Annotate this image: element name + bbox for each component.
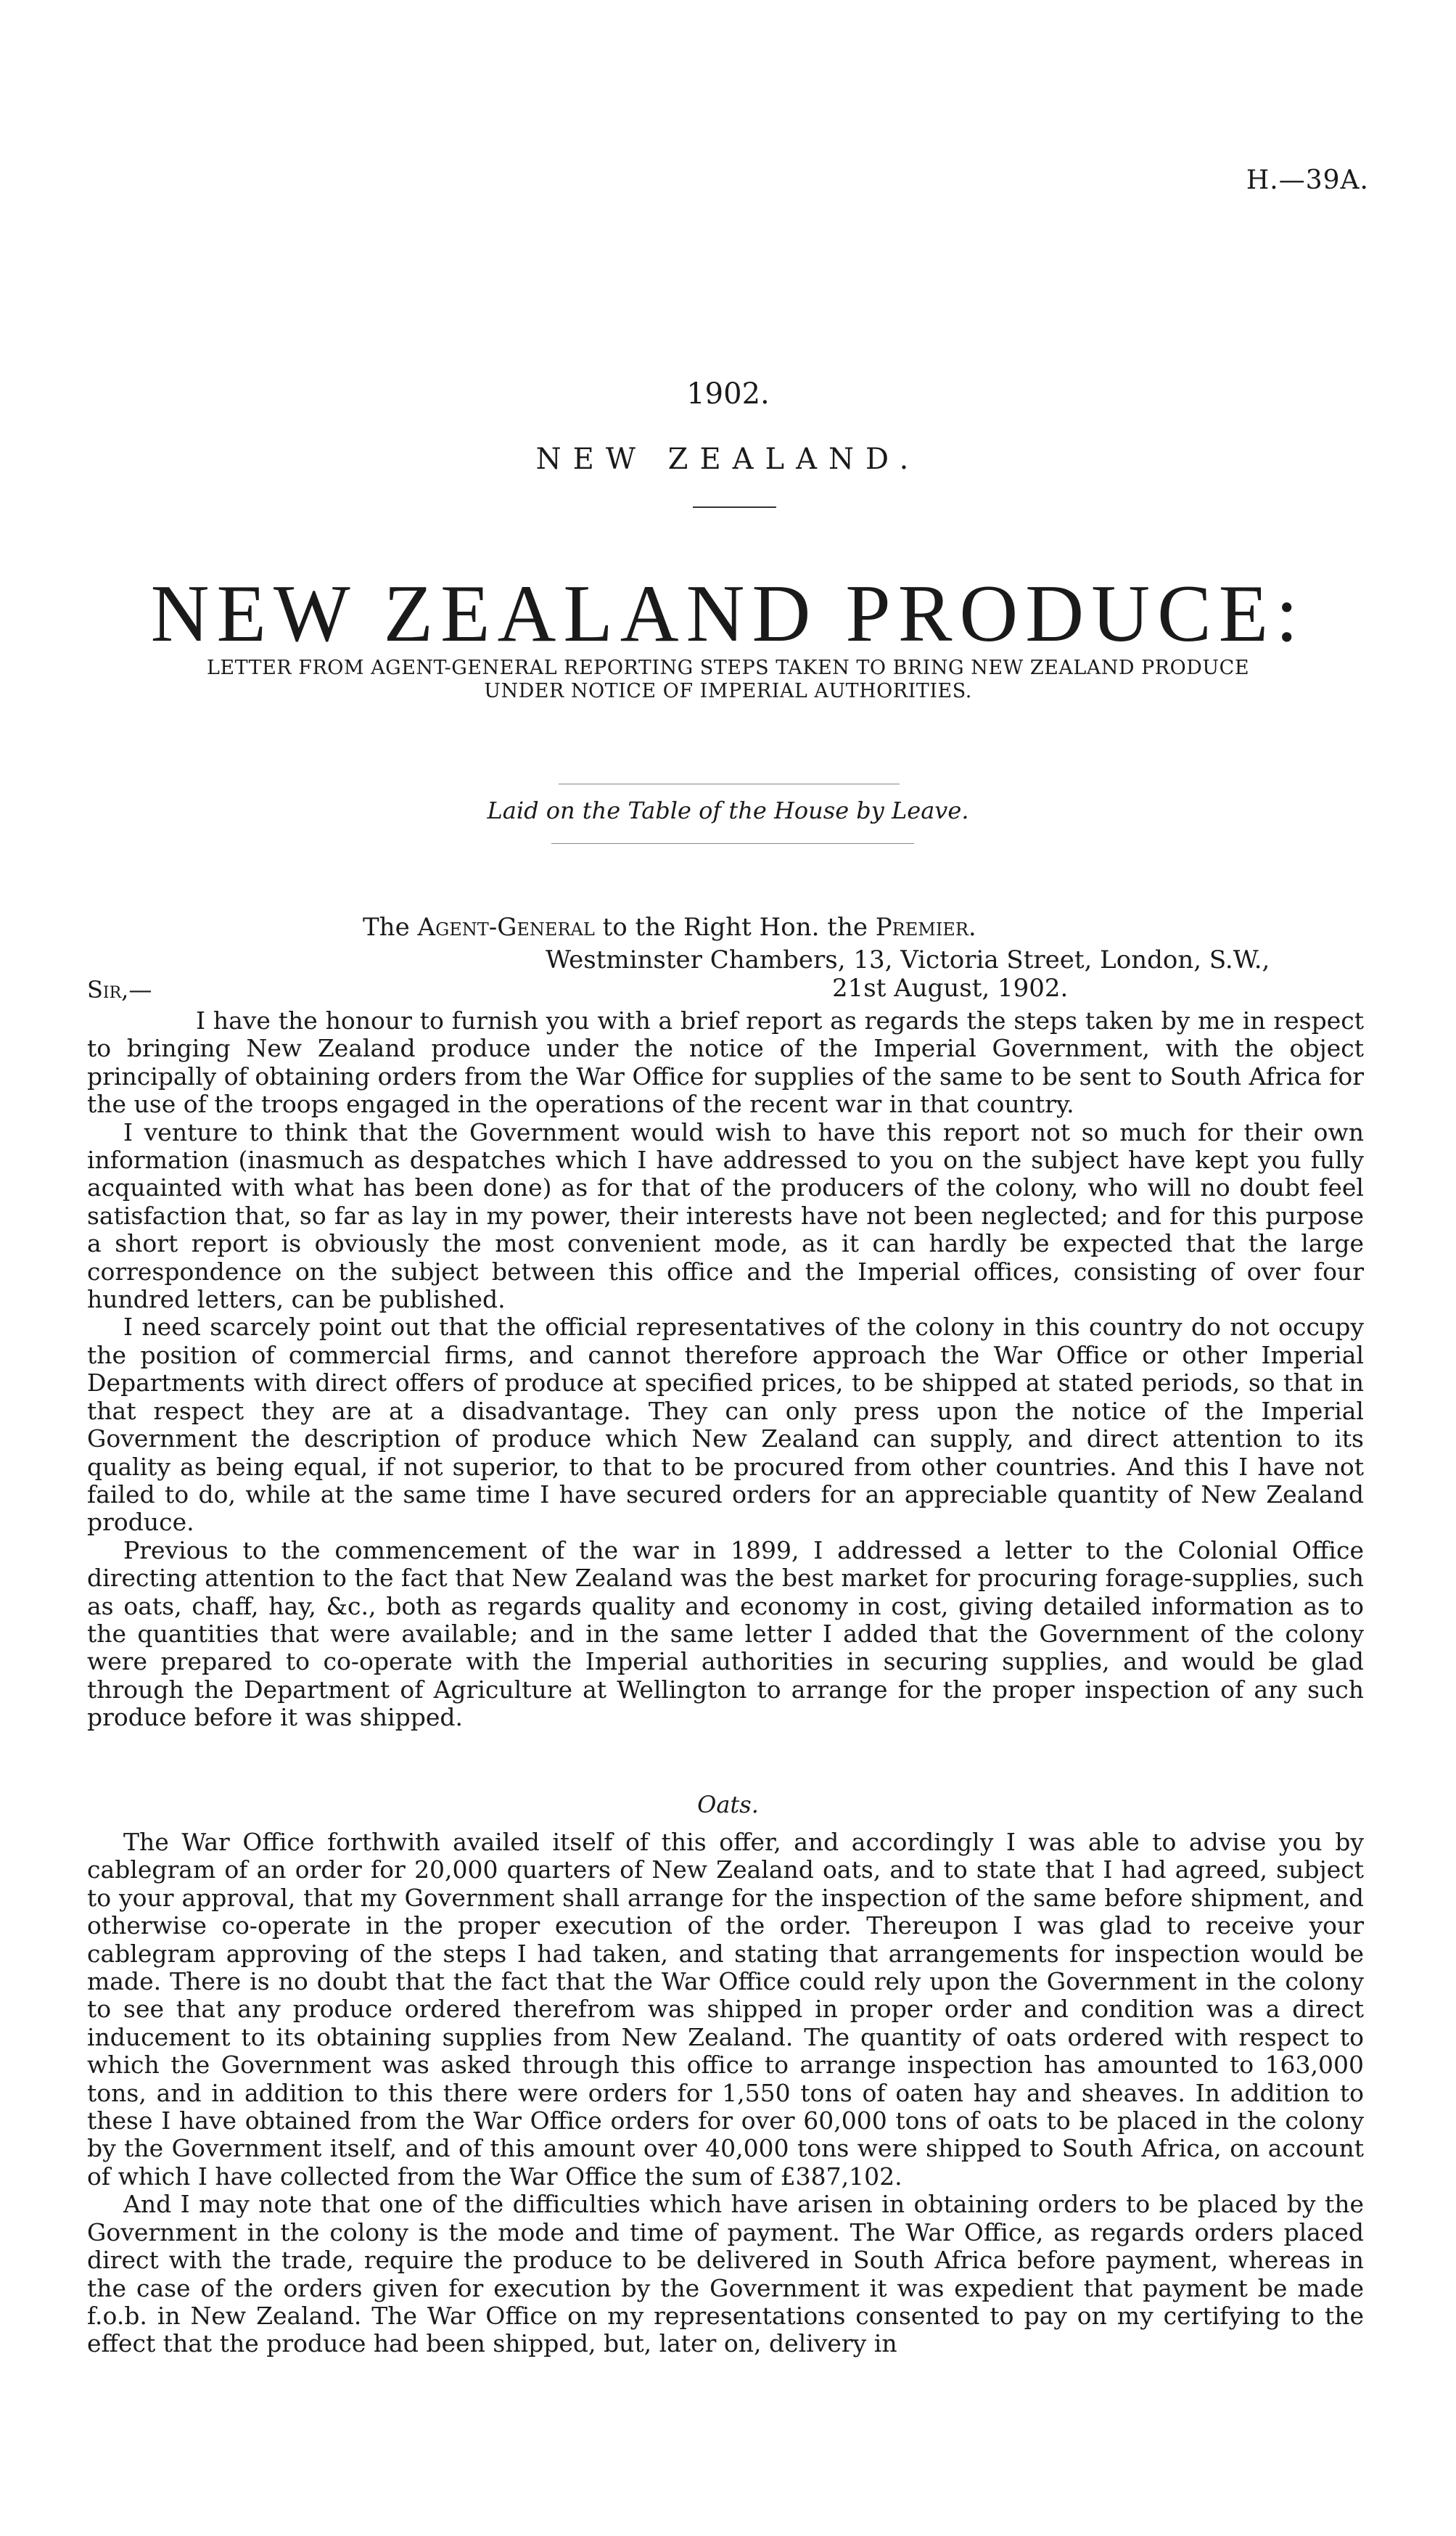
section-heading-oats: Oats. (697, 1791, 759, 1818)
divider-rule-bottom (551, 843, 914, 844)
letter-heading-prefix: The (363, 913, 410, 942)
document-country: NEW ZEALAND. (535, 443, 921, 476)
paper-reference: H.—39A. (1246, 165, 1369, 195)
letter-heading (363, 913, 976, 942)
subtitle-line-2: UNDER NOTICE OF IMPERIAL AUTHORITIES. (484, 680, 972, 702)
paragraph: I need scarcely point out that the official representatives of the colony in this country do not occupy the position of commercial firms, and cannot therefore approach the War Office or other Imperial Departments with direct offers of produce at specified prices, to be shipped at stated periods, so that in that respect they are at a disadvantage. They can only press upon the notice of the Imperial Government the description of produce which New Zealand can supply, and direct attention to its quality as being equal, if not superior, to that to be procured from other countries. And this I have not failed to do, while at the same time I have secured orders for an appreciable quantity of New Zealand produce. (87, 1313, 1364, 1537)
paragraph: And I may note that one of the difficulties which have arisen in obtaining orders to be placed by the Government in the colony is the mode and time of payment. The War Office, as regards orders placed direct with the trade, require the produce to be delivered in South Africa before payment, whereas in the case of the orders given for execution by the Government it was expedient that payment be made f.o.b. in New Zealand. The War Office on my representations consented to pay on my certifying to the effect that the produce had been shipped, but, later on, delivery in (87, 2190, 1364, 2358)
paragraph: The War Office forthwith availed itself of this offer, and accordingly I was able to advise you by cablegram of an order for 20,000 quarters of New Zealand oats, and to state that I had agreed, subject to your approval, that my Government shall arrange for the inspection of the same before shipment, and otherwise co-operate in the proper execution of the order. Thereupon I was glad to receive your cablegram approving of the steps I had taken, and stating that arrangements for inspection would be made. There is no doubt that the fact that the War Office could rely upon the Government in the colony to see that any produce ordered therefrom was shipped in proper order and condition was a direct inducement to its obtaining supplies from New Zealand. The quantity of oats ordered with respect to which the Government was asked through this office to arrange inspection has amounted to 163,000 tons, and in addition to this there were orders for 1,550 tons of oaten hay and sheaves. In addition to these I have obtained from the War Office orders for over 60,000 tons of oats to be placed in the colony by the Government itself, and of this amount over 40,000 tons were shipped to South Africa, on account of which I have collected from the War Office the sum of £387,102. (87, 1828, 1364, 2191)
oats-body (87, 1829, 1364, 2358)
letter-date: 21st August, 1902. (832, 974, 1069, 1003)
document-year: 1902. (686, 377, 770, 411)
divider-rule (693, 506, 776, 508)
letter-body (87, 1007, 1364, 1732)
page-subtitle (0, 657, 1456, 703)
letter-heading-to: Premier. (875, 913, 976, 942)
paragraph: Previous to the commencement of the war in 1899, I addressed a letter to the Colonial Office directing attention to the fact that New Zealand was the best market for procuring forage-supplies, such as oats, chaff, hay, &c., both as regards quality and economy in cost, giving detailed information as to the quantities that were available; and in the same letter I added that the Government of the colony were prepared to co-operate with the Imperial authorities in securing supplies, and would be glad through the Department of Agriculture at Wellington to arrange for the proper inspection of any such produce before it was shipped. (87, 1535, 1364, 1732)
paragraph: I venture to think that the Government would wish to have this report not so much for their own information (inasmuch as despatches which I have addressed to you on the subject have kept you fully acquainted with what has been done) as for that of the producers of the colony, who will no doubt feel satisfaction that, so far as lay in my power, their interests have not been neglected; and for this purpose a short report is obviously the most convenient mode, as it can hardly be expected that the large correspondence on the subject between this office and the Imperial offices, consisting of over four hundred letters, can be published. (87, 1117, 1364, 1314)
laid-note: Laid on the Table of the House by Leave. (487, 797, 969, 824)
letter-address: Westminster Chambers, 13, Victoria Street, London, S.W., (546, 945, 1270, 974)
letter-heading-mid: to the Right Hon. the (602, 913, 868, 942)
page-title: NEW ZEALAND PRODUCE: (150, 569, 1306, 659)
subtitle-line-1: LETTER FROM AGENT-GENERAL REPORTING STEPS TAKEN TO BRING NEW ZEALAND PRODUCE (206, 657, 1250, 679)
paragraph: I have the honour to furnish you with a brief report as regards the steps taken by me in respect to bringing New Zealand produce under the notice of the Imperial Government, with the object principally of obtaining orders from the War Office for supplies of the same to be sent to South Africa for the use of the troops engaged in the operations of the recent war in that country. (87, 1006, 1364, 1119)
letter-heading-from: Agent-General (417, 913, 595, 942)
letter-salutation: Sir,— (87, 976, 152, 1004)
